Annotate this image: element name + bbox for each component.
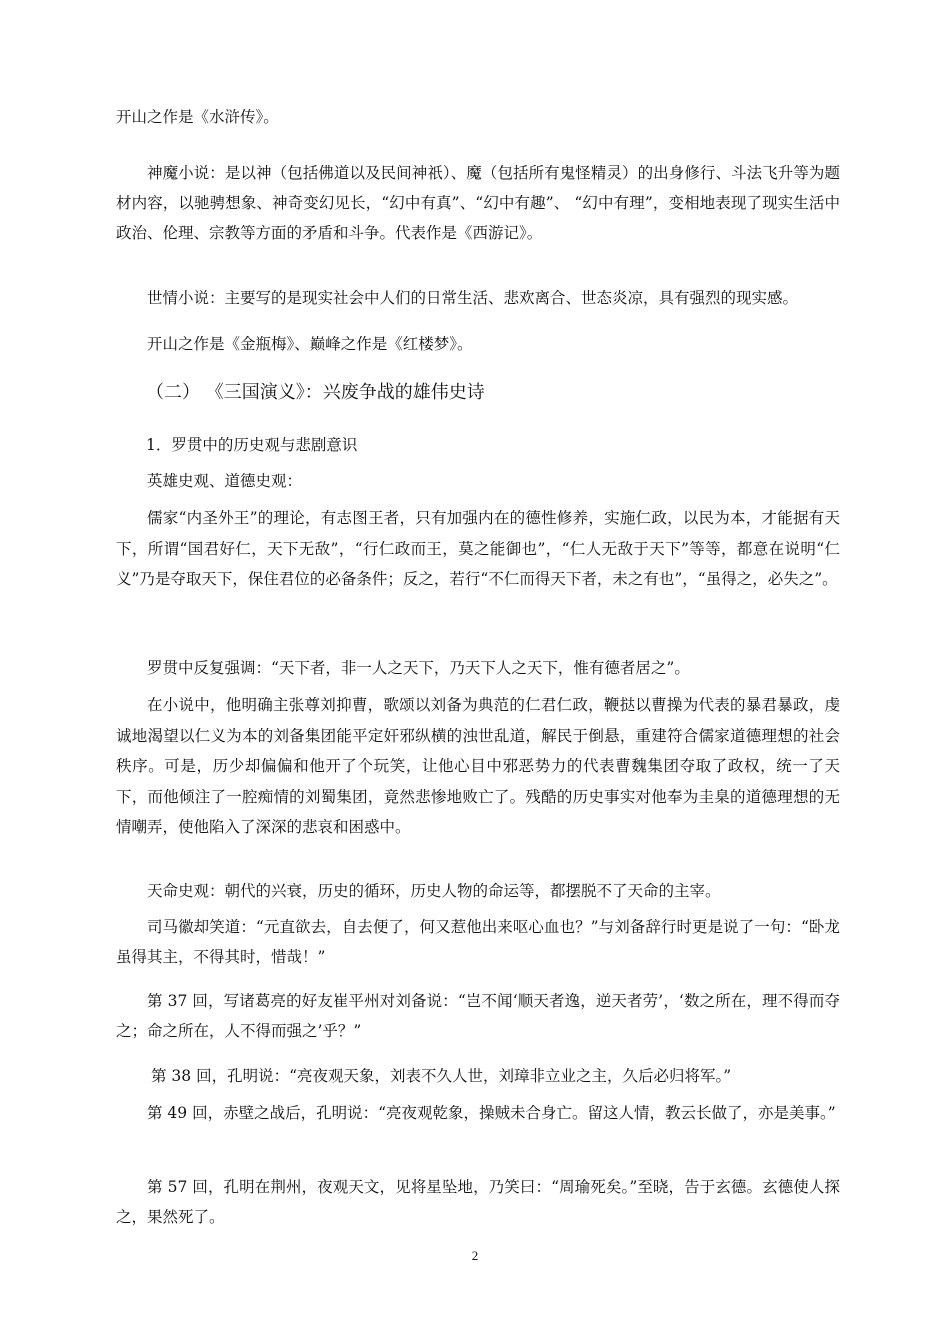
paragraph: 世情小说：主要写的是现实社会中人们的日常生活、悲欢离合、世态炎凉，具有强烈的现实感。 [147,289,799,307]
paragraph: 罗贯中反复强调：“天下者，非一人之天下，乃天下人之天下，惟有德者居之”。 [147,659,690,677]
subsection-heading: 1．罗贯中的历史观与悲剧意识 [146,436,358,454]
paragraph: 第 57 回，孔明在荆州，夜观天文，见将星坠地，乃笑曰：“周瑜死矣。”至晓，告于玄德。玄德使人探之，果然死了。 [116,1178,840,1226]
paragraph: 开山之作是《水浒传》。 [116,108,279,126]
paragraph: 天命史观：朝代的兴衰，历史的循环，历史人物的命运等，都摆脱不了天命的主宰。 [147,882,721,900]
paragraph: 神魔小说：是以神（包括佛道以及民间神祇）、魔（包括所有鬼怪精灵）的出身修行、斗法飞升等为题材内容，以驰骋想象、神奇变幻见长，“幻中有真”、“幻中有趣”、 “幻中有理”，变相地表现了现实生活中政治、伦理、宗教等方面的矛盾和斗争。代表作是《西游记》。 [116,164,840,242]
paragraph: 第 37 回，写诸葛亮的好友崔平州对刘备说：“岂不闻‘顺天者逸，逆天者劳’，‘数之所在，理不得而夺之；命之所在，人不得而强之’乎？” [116,992,840,1040]
paragraph: 在小说中，他明确主张尊刘抑曹，歌颂以刘备为典范的仁君仁政，鞭挞以曹操为代表的暴君暴政，虔诚地渴望以仁义为本的刘备集团能平定奸邪纵横的浊世乱道，解民于倒悬，重建符合儒家道德理想的社会秩序。可是，历少却偏偏和他开了个玩笑，让他心目中邪恶势力的代表曹魏集团夺取了政权，统一了天下，而他倾注了一腔痴情的刘蜀集团，竟然悲惨地败亡了。残酷的历史事实对他奉为圭臬的道德理想的无情嘲弄，使他陷入了深深的悲哀和困惑中。 [116,696,840,836]
section-heading: （二） 《三国演义》：兴废争战的雄伟史诗 [146,382,485,403]
paragraph: 司马徽却笑道：“元直欲去，自去便了，何又惹他出来呕心血也？”与刘备辞行时更是说了一句：“卧龙虽得其主，不得其时，惜哉！” [116,918,840,966]
page-number: 2 [471,1248,479,1263]
paragraph: 第 49 回，赤壁之战后，孔明说：“亮夜观乾象，操贼未合身亡。留这人情，教云长做了，亦是美事。” [147,1104,836,1122]
paragraph: 英雄史观、道德史观： [147,472,303,490]
paragraph: 第 38 回，孔明说：“亮夜观天象，刘表不久人世，刘璋非立业之主，久后必归将军。” [151,1067,732,1085]
paragraph: 开山之作是《金瓶梅》、巅峰之作是《红楼梦》。 [147,335,473,353]
paragraph: 儒家“内圣外王”的理论，有志图王者，只有加强内在的德性修养，实施仁政，以民为本，才能据有天下，所谓“国君好仁，天下无敌”，“行仁政而王，莫之能御也”，“仁人无敌于天下”等等，都意在说明“仁义”乃是夺取天下，保住君位的必备条件；反之，若行“不仁而得天下者，未之有也”，“虽得之，必失之”。 [116,509,840,588]
